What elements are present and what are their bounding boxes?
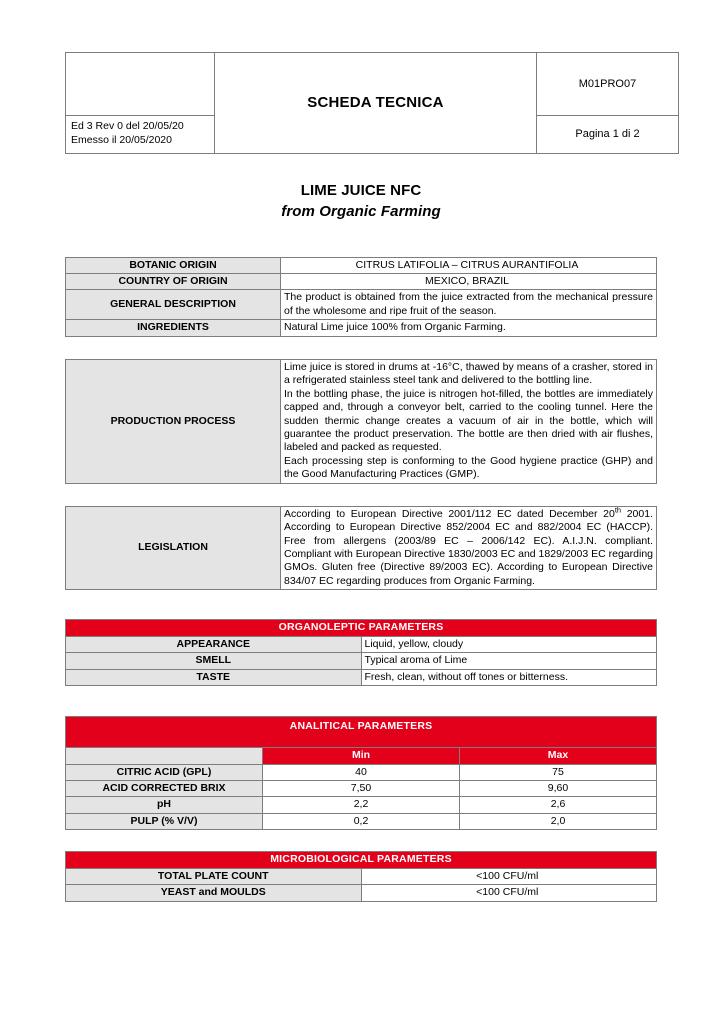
table-row xyxy=(66,257,657,273)
edition-cell xyxy=(66,116,215,154)
organoleptic-value-appearance: Liquid, yellow, cloudy xyxy=(361,636,657,652)
legislation-paragraph xyxy=(284,505,653,589)
table-row xyxy=(66,359,657,483)
product-info-table xyxy=(65,257,657,337)
document-sheet xyxy=(65,0,657,902)
legislation-text xyxy=(281,506,657,590)
analytical-label-pulp: PULP (% V/V) xyxy=(66,813,263,829)
analytical-max-acid-corrected-brix: 9,60 xyxy=(460,780,657,796)
issued-line: Emesso il 20/05/2020 xyxy=(71,134,172,146)
organoleptic-label-appearance: APPEARANCE xyxy=(66,636,362,652)
analytical-min-acid-corrected-brix: 7,50 xyxy=(263,780,460,796)
info-value-botanic-origin: CITRUS LATIFOLIA – CITRUS AURANTIFOLIA xyxy=(281,257,657,273)
production-process-table xyxy=(65,359,657,484)
spacer-4 xyxy=(65,590,657,619)
table-header-row xyxy=(66,852,657,868)
table-row xyxy=(66,885,657,901)
analytical-min-pulp: 0,2 xyxy=(263,813,460,829)
table-row xyxy=(66,506,657,590)
analytical-max-ph: 2,6 xyxy=(460,797,657,813)
spacer-5 xyxy=(65,686,657,716)
production-paragraph-2: In the bottling phase, the juice is nitrogen hot-filled, the bottles are immediately capped and, through a conveyor belt, carried to the cooling tunnel. Here the sudden thermic change creates a vacuum of air in the bottle, which will guarantee the product preservation. The bottle are then dried with air flushes, labeled and packed as requested. xyxy=(284,387,653,454)
organoleptic-table xyxy=(65,619,657,686)
analytical-max-pulp: 2,0 xyxy=(460,813,657,829)
table-row xyxy=(66,653,657,669)
table-row xyxy=(66,669,657,685)
table-row xyxy=(66,290,657,320)
info-value-country-of-origin: MEXICO, BRAZIL xyxy=(281,274,657,290)
ordinal-superscript: th xyxy=(614,505,622,515)
logo-cell xyxy=(66,53,215,116)
microbiological-value-yeast-moulds: <100 CFU/ml xyxy=(361,885,657,901)
analytical-label-ph: pH xyxy=(66,797,263,813)
analytical-max-citric-acid: 75 xyxy=(460,764,657,780)
table-row xyxy=(66,868,657,884)
organoleptic-label-taste: TASTE xyxy=(66,669,362,685)
legislation-text-part1: According to European Directive 2001/112 EC dated December 20 xyxy=(284,507,615,520)
microbiological-table xyxy=(65,851,657,901)
analytical-label-citric-acid: CITRIC ACID (GPL) xyxy=(66,764,263,780)
product-origin: from Organic Farming xyxy=(281,203,441,221)
microbiological-label-yeast-moulds: YEAST and MOULDS xyxy=(66,885,362,901)
header-row-top xyxy=(66,53,679,116)
document-title: SCHEDA TECNICA xyxy=(215,53,537,154)
organoleptic-value-smell: Typical aroma of Lime xyxy=(361,653,657,669)
info-label-botanic-origin: BOTANIC ORIGIN xyxy=(66,257,281,273)
analytical-label-acid-corrected-brix: ACID CORRECTED BRIX xyxy=(66,780,263,796)
info-label-country-of-origin: COUNTRY OF ORIGIN xyxy=(66,274,281,290)
organoleptic-label-smell: SMELL xyxy=(66,653,362,669)
table-row xyxy=(66,797,657,813)
document-code: M01PRO07 xyxy=(537,53,679,116)
spacer-2 xyxy=(65,337,657,359)
table-row xyxy=(66,320,657,336)
table-subheader-row xyxy=(66,748,657,764)
microbiological-label-total-plate-count: TOTAL PLATE COUNT xyxy=(66,868,362,884)
document-header-table xyxy=(65,52,679,154)
table-header-row xyxy=(66,717,657,748)
table-row xyxy=(66,813,657,829)
microbiological-title: MICROBIOLOGICAL PARAMETERS xyxy=(66,852,657,868)
analytical-corner-cell xyxy=(66,748,263,764)
analytical-table xyxy=(65,716,657,830)
organoleptic-value-taste: Fresh, clean, without off tones or bitterness. xyxy=(361,669,657,685)
organoleptic-title: ORGANOLEPTIC PARAMETERS xyxy=(66,620,657,636)
page-number: Pagina 1 di 2 xyxy=(537,116,679,154)
spacer-3 xyxy=(65,484,657,506)
edition-line: Ed 3 Rev 0 del 20/05/20 xyxy=(71,120,184,133)
analytical-title: ANALITICAL PARAMETERS xyxy=(66,717,657,748)
info-value-ingredients: Natural Lime juice 100% from Organic Farming. xyxy=(281,320,657,336)
production-process-text xyxy=(281,359,657,483)
legislation-label: LEGISLATION xyxy=(66,506,281,590)
product-name: LIME JUICE NFC xyxy=(300,182,422,199)
table-row xyxy=(66,636,657,652)
analytical-col-min: Min xyxy=(263,748,460,764)
info-label-general-description: GENERAL DESCRIPTION xyxy=(66,290,281,320)
spacer-1 xyxy=(65,223,657,257)
production-paragraph-3: Each processing step is conforming to the Good hygiene practice (GHP) and the Good Manufacturing Practices (GMP). xyxy=(284,454,653,481)
product-title-block xyxy=(65,180,657,223)
microbiological-value-total-plate-count: <100 CFU/ml xyxy=(361,868,657,884)
analytical-col-max: Max xyxy=(460,748,657,764)
table-header-row xyxy=(66,620,657,636)
table-row xyxy=(66,780,657,796)
legislation-text-part2: 2001. According to European Directive 852/2004 EC and 882/2004 EC (HACCP). Free from allergens (2003/89 EC – 2006/142 EC). A.I.J.N. compliant. Compliant with European Directive 1830/2003 EC and 1829/2003 EC regarding GMOs. Gluten free (Directive 89/2003 EC). According to European Directive 834/07 EC regarding produces from Organic Farming. xyxy=(284,507,653,587)
info-label-ingredients: INGREDIENTS xyxy=(66,320,281,336)
table-row xyxy=(66,274,657,290)
analytical-min-citric-acid: 40 xyxy=(263,764,460,780)
spacer-6 xyxy=(65,830,657,851)
table-row xyxy=(66,764,657,780)
analytical-min-ph: 2,2 xyxy=(263,797,460,813)
legislation-table xyxy=(65,506,657,591)
production-process-label: PRODUCTION PROCESS xyxy=(66,359,281,483)
info-value-general-description: The product is obtained from the juice extracted from the mechanical pressure of the wholesome and ripe fruit of the season. xyxy=(281,290,657,320)
production-paragraph-1: Lime juice is stored in drums at -16°C, thawed by means of a crasher, stored in a refrigerated stainless steel tank and delivered to the bottling line. xyxy=(284,360,653,387)
